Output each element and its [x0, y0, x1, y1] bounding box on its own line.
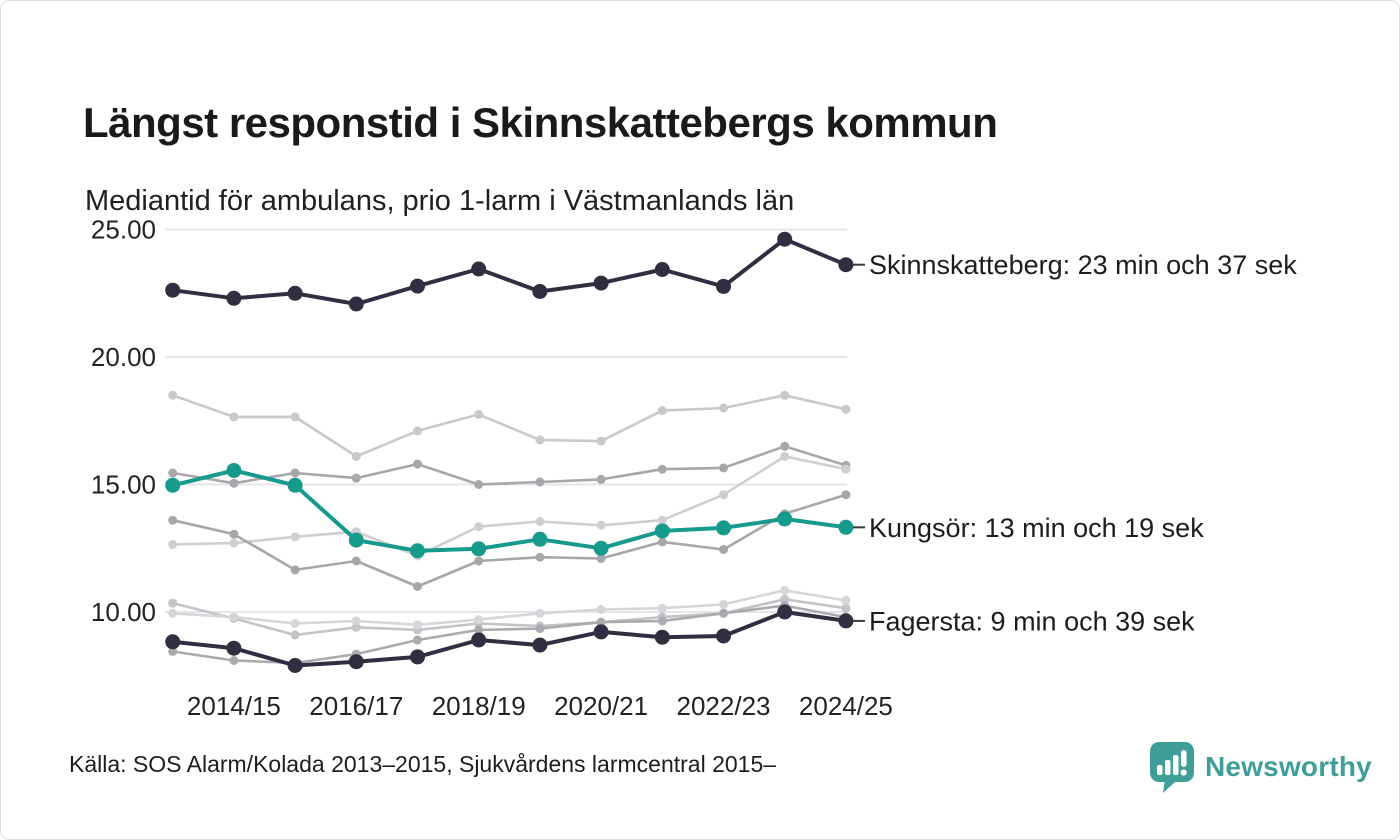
series-dot-other-municipality-2: [658, 465, 667, 474]
series-dot-other-municipality-4: [719, 545, 728, 554]
series-line-other-municipality-4: [173, 495, 846, 587]
series-dot-other-municipality-6: [474, 615, 483, 624]
series-dot-fagersta: [532, 638, 547, 653]
series-dot-fagersta: [838, 613, 853, 628]
series-dot-fagersta: [410, 649, 425, 664]
series-dot-other-municipality-3: [535, 517, 544, 526]
series-dot-other-municipality-6: [168, 609, 177, 618]
annotation-label-kungsor: Kungsör: 13 min och 19 sek: [869, 512, 1204, 543]
series-dot-other-municipality-2: [474, 480, 483, 489]
x-tick-2020/21: 2020/21: [554, 691, 649, 721]
series-dot-other-municipality-2: [413, 460, 422, 469]
x-tick-2016/17: 2016/17: [309, 691, 404, 721]
series-dot-other-municipality-2: [229, 479, 238, 488]
chart-subtitle: Mediantid för ambulans, prio 1-larm i Västmanlands län: [85, 185, 795, 217]
series-dot-skinnskatteberg: [838, 257, 853, 272]
series-dot-other-municipality-6: [658, 604, 667, 613]
series-dot-other-municipality-4: [229, 530, 238, 539]
series-dot-fagersta: [777, 605, 792, 620]
series-dot-kungsor: [655, 523, 670, 538]
newsworthy-bubble-chart-icon: [1147, 740, 1195, 794]
series-dot-other-municipality-4: [841, 490, 850, 499]
newsworthy-wordmark: Newsworthy: [1205, 751, 1372, 782]
y-tick-20.00: 20.00: [90, 342, 156, 372]
series-dot-other-municipality-4: [474, 557, 483, 566]
series-dot-skinnskatteberg: [349, 297, 364, 312]
series-dot-fagersta: [471, 633, 486, 648]
series-dot-other-municipality-3: [658, 516, 667, 525]
series-dot-other-municipality-3: [291, 532, 300, 541]
series-dot-kungsor: [349, 533, 364, 548]
series-dot-other-municipality-1: [474, 410, 483, 419]
series-dot-other-municipality-2: [719, 463, 728, 472]
series-dot-kungsor: [777, 511, 792, 526]
series-dot-other-municipality-1: [352, 452, 361, 461]
x-tick-2022/23: 2022/23: [676, 691, 771, 721]
series-dot-other-municipality-3: [474, 522, 483, 531]
series-dot-skinnskatteberg: [288, 286, 303, 301]
series-dot-other-municipality-2: [597, 475, 606, 484]
series-dot-other-municipality-4: [413, 582, 422, 591]
series-dot-other-municipality-3: [597, 521, 606, 530]
series-dot-other-municipality-1: [597, 437, 606, 446]
series-dot-other-municipality-2: [168, 469, 177, 478]
series-dot-other-municipality-1: [229, 412, 238, 421]
series-dot-kungsor: [288, 478, 303, 493]
series-dot-other-municipality-6: [841, 596, 850, 605]
series-dot-skinnskatteberg: [716, 279, 731, 294]
x-tick-2024/25: 2024/25: [798, 691, 893, 721]
series-dot-fagersta: [655, 630, 670, 645]
series-dot-other-municipality-6: [535, 609, 544, 618]
series-line-other-municipality-1: [173, 395, 846, 456]
series-dot-other-municipality-6: [352, 616, 361, 625]
series-line-other-municipality-3: [173, 456, 846, 556]
series-dot-kungsor: [532, 532, 547, 547]
line-chart: [1, 1, 1400, 840]
series-dot-other-municipality-6: [229, 613, 238, 622]
series-line-skinnskatteberg: [173, 239, 846, 304]
series-dot-fagersta: [226, 641, 241, 656]
series-dot-other-municipality-5: [841, 604, 850, 613]
series-dot-kungsor: [716, 520, 731, 535]
series-dot-other-municipality-1: [535, 435, 544, 444]
series-dot-other-municipality-2: [291, 469, 300, 478]
series-dot-other-municipality-7: [535, 624, 544, 633]
series-dot-other-municipality-3: [229, 539, 238, 548]
series-dot-other-municipality-6: [719, 600, 728, 609]
series-dot-other-municipality-6: [597, 605, 606, 614]
y-tick-25.00: 25.00: [90, 214, 156, 245]
series-dot-fagersta: [349, 654, 364, 669]
x-tick-2014/15: 2014/15: [186, 691, 281, 721]
series-dot-other-municipality-1: [291, 412, 300, 421]
series-dot-other-municipality-4: [291, 565, 300, 574]
series-dot-other-municipality-6: [291, 619, 300, 628]
series-dot-skinnskatteberg: [226, 291, 241, 306]
series-dot-other-municipality-4: [535, 553, 544, 562]
series-dot-skinnskatteberg: [410, 279, 425, 294]
series-dot-fagersta: [288, 658, 303, 673]
series-dot-other-municipality-4: [168, 516, 177, 525]
series-dot-fagersta: [716, 629, 731, 644]
series-dot-other-municipality-6: [780, 586, 789, 595]
series-dot-skinnskatteberg: [532, 284, 547, 299]
x-tick-2018/19: 2018/19: [431, 691, 526, 721]
series-dot-other-municipality-3: [780, 452, 789, 461]
series-dot-other-municipality-1: [413, 426, 422, 435]
annotation-label-skinnskatteberg: Skinnskatteberg: 23 min och 37 sek: [869, 250, 1297, 281]
series-dot-other-municipality-1: [841, 405, 850, 414]
series-dot-skinnskatteberg: [165, 283, 180, 298]
series-dot-skinnskatteberg: [777, 232, 792, 247]
series-dot-other-municipality-6: [413, 620, 422, 629]
chart-title: Längst responstid i Skinnskattebergs kommun: [83, 99, 998, 147]
series-dot-other-municipality-3: [719, 490, 728, 499]
series-dot-other-municipality-1: [719, 404, 728, 413]
series-dot-skinnskatteberg: [471, 262, 486, 277]
series-dot-skinnskatteberg: [594, 276, 609, 291]
series-dot-kungsor: [594, 541, 609, 556]
series-dot-fagersta: [594, 624, 609, 639]
series-dot-other-municipality-5: [291, 631, 300, 640]
series-line-other-municipality-7: [173, 606, 846, 663]
series-dot-kungsor: [471, 541, 486, 556]
series-dot-other-municipality-5: [168, 599, 177, 608]
series-dot-other-municipality-7: [413, 636, 422, 645]
series-dot-kungsor: [165, 478, 180, 493]
series-dot-other-municipality-1: [658, 406, 667, 415]
series-dot-other-municipality-4: [658, 537, 667, 546]
newsworthy-logo: [1147, 740, 1372, 794]
series-dot-other-municipality-2: [352, 474, 361, 483]
series-dot-other-municipality-7: [719, 609, 728, 618]
series-dot-fagersta: [165, 634, 180, 649]
y-tick-10.00: 10.00: [90, 597, 156, 627]
annotation-label-fagersta: Fagersta: 9 min och 39 sek: [869, 606, 1195, 637]
series-dot-other-municipality-7: [229, 656, 238, 665]
series-dot-other-municipality-1: [168, 391, 177, 400]
series-dot-kungsor: [410, 543, 425, 558]
series-dot-other-municipality-1: [780, 391, 789, 400]
series-dot-other-municipality-3: [168, 540, 177, 549]
series-dot-skinnskatteberg: [655, 262, 670, 277]
series-dot-kungsor: [226, 463, 241, 478]
series-dot-other-municipality-4: [352, 557, 361, 566]
source-note: Källa: SOS Alarm/Kolada 2013–2015, Sjukvårdens larmcentral 2015–: [69, 751, 777, 777]
series-dot-other-municipality-2: [535, 478, 544, 487]
series-dot-other-municipality-7: [658, 616, 667, 625]
series-dot-other-municipality-2: [780, 442, 789, 451]
y-tick-15.00: 15.00: [90, 469, 156, 500]
series-dot-other-municipality-3: [841, 465, 850, 474]
series-dot-kungsor: [838, 520, 853, 535]
